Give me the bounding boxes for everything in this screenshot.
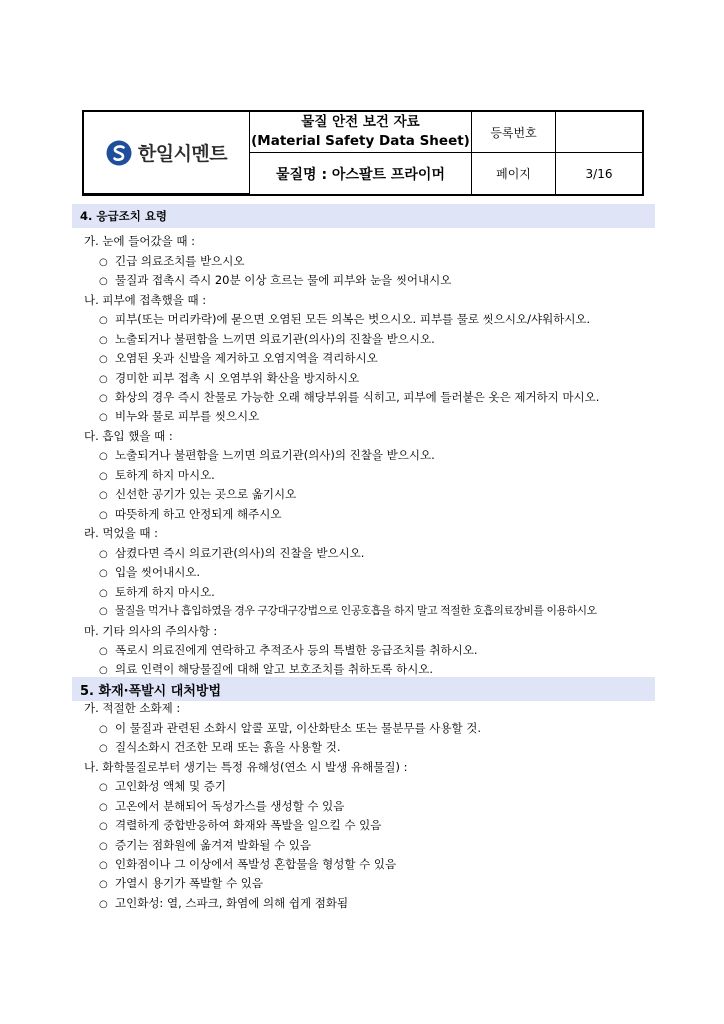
- page-label: 페이지: [472, 153, 556, 194]
- list-item: ○ 화상의 경우 즉시 찬물로 가능한 오래 해당부위를 식히고, 피부에 들러붙은 옷은 제거하지 마시오.: [99, 389, 599, 407]
- list-item: ○ 증기는 점화원에 옮겨져 발화될 수 있음: [99, 837, 311, 855]
- list-item: ○ 고인화성 액체 및 증기: [99, 778, 226, 796]
- first-aid-eye-heading: 가. 눈에 들어갔을 때 :: [84, 234, 196, 248]
- document-title-korean: 물질 안전 보건 자료: [301, 114, 420, 130]
- document-title: [250, 112, 472, 153]
- list-item: ○ 가열시 용기가 폭발할 수 있음: [99, 875, 263, 893]
- list-item: ○ 고인화성: 열, 스파크, 화염에 의해 쉽게 점화됨: [99, 895, 348, 913]
- first-aid-skin-heading: 나. 피부에 접촉했을 때 :: [84, 293, 207, 307]
- registration-value: [556, 112, 642, 153]
- list-item: ○ 격렬하게 중합반응하여 화재와 폭발을 일으킬 수 있음: [99, 817, 381, 835]
- physician-notes-heading: 마. 기타 의사의 주의사항 :: [84, 624, 218, 638]
- company-name: 한일시멘트: [137, 143, 228, 165]
- list-item: ○ 고온에서 분해되어 독성가스를 생성할 수 있음: [99, 798, 344, 816]
- page-number: 3/16: [585, 166, 613, 181]
- product-name: 물질명 : 아스팔트 프라이머: [250, 153, 472, 194]
- list-item: ○ 노출되거나 불편함을 느끼면 의료기관(의사)의 진찰을 받으시오.: [99, 447, 435, 465]
- first-aid-inhalation-heading: 다. 흡입 했을 때 :: [84, 429, 173, 443]
- section-5-title: 5. 화재·폭발시 대처방법: [72, 677, 655, 701]
- list-item: ○ 비누와 물로 피부를 씻으시오: [99, 408, 259, 426]
- list-item: ○ 토하게 하지 마시오.: [99, 584, 215, 602]
- list-item: ○ 토하게 하지 마시오.: [99, 467, 215, 485]
- list-item: ○ 오염된 옷과 신발을 제거하고 오염지역을 격리하시오: [99, 350, 378, 368]
- document-header-table: [82, 110, 644, 196]
- company-logo: [84, 112, 250, 194]
- list-item: ○ 긴급 의료조치를 받으시오: [99, 253, 245, 271]
- registration-label: 등록번호: [472, 112, 556, 153]
- extinguishing-media-heading: 가. 적절한 소화제 :: [84, 701, 181, 715]
- list-item: ○ 따뜻하게 하고 안정되게 해주시오: [99, 506, 282, 524]
- list-item: ○ 이 물질과 관련된 소화시 알콜 포말, 이산화탄소 또는 물분무를 사용할 것.: [99, 720, 481, 738]
- list-item: ○ 질식소화시 건조한 모래 또는 흙을 사용할 것.: [99, 739, 341, 757]
- list-item: ○ 물질을 먹거나 흡입하였을 경우 구강대구강법으로 인공호흡을 하지 말고 적절한 호흡의료장비를 이용하시오: [99, 603, 597, 620]
- first-aid-ingestion-heading: 라. 먹었을 때 :: [84, 526, 159, 540]
- list-item: ○ 입을 씻어내시오.: [99, 564, 200, 582]
- list-item: ○ 의료 인력이 해당물질에 대해 알고 보호조치를 취하도록 하시오.: [99, 661, 433, 679]
- list-item: ○ 폭로시 의료진에게 연락하고 추적조사 등의 특별한 응급조치를 취하시오.: [99, 642, 478, 660]
- list-item: ○ 삼켰다면 즉시 의료기관(의사)의 진찰을 받으시오.: [99, 545, 364, 563]
- list-item: ○ 경미한 피부 접촉 시 오염부위 확산을 방지하시오: [99, 370, 359, 388]
- specific-hazards-heading: 나. 화학물질로부터 생기는 특정 유해성(연소 시 발생 유해물질) :: [84, 760, 408, 774]
- list-item: ○ 피부(또는 머리카락)에 묻으면 오염된 모든 의복은 벗으시오. 피부를 물로 씻으시오/샤워하시오.: [99, 311, 590, 329]
- list-item: ○ 물질과 접촉시 즉시 20분 이상 흐르는 물에 피부와 눈을 씻어내시오: [99, 272, 451, 290]
- company-logo-icon: [106, 140, 132, 166]
- list-item: ○ 인화점이나 그 이상에서 폭발성 혼합물을 형성할 수 있음: [99, 856, 396, 874]
- list-item: ○ 노출되거나 불편함을 느끼면 의료기관(의사)의 진찰을 받으시오.: [99, 331, 435, 349]
- section-4-title: 4. 응급조치 요령: [72, 204, 655, 228]
- document-title-english: (Material Safety Data Sheet): [251, 133, 470, 149]
- list-item: ○ 신선한 공기가 있는 곳으로 옮기시오: [99, 486, 296, 504]
